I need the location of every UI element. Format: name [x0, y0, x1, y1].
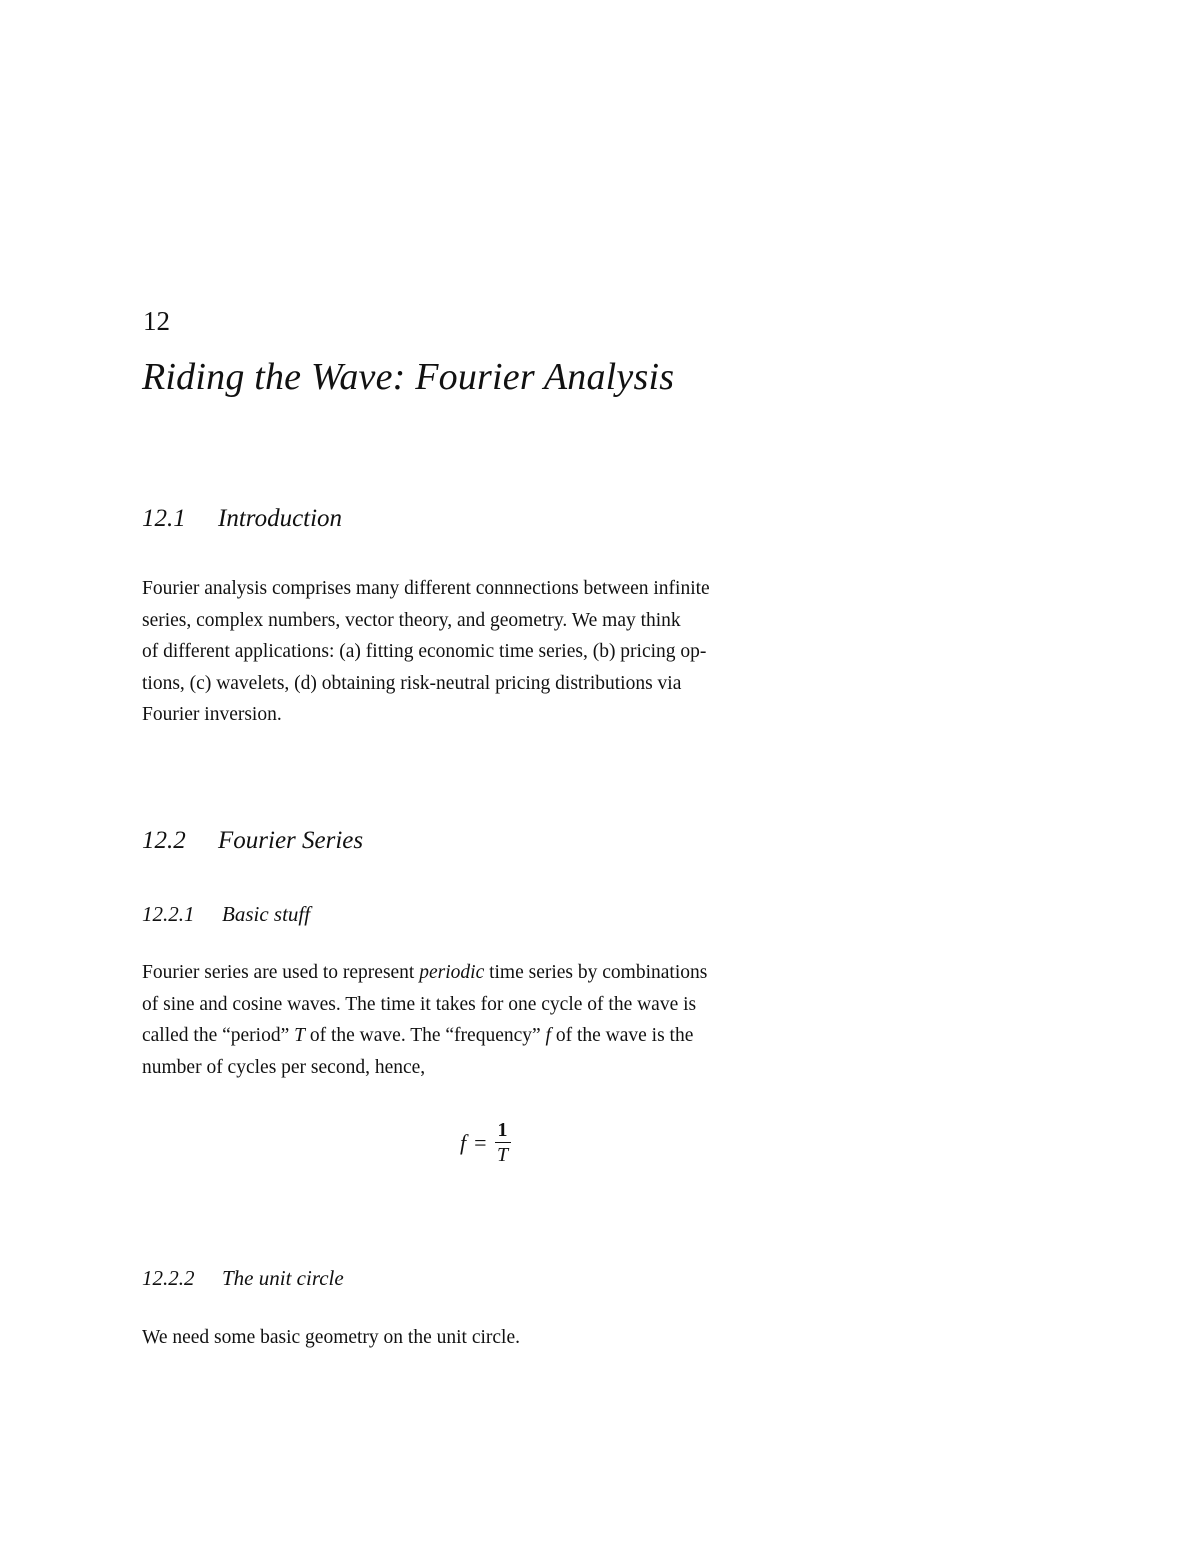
text-run: time series by combinations [484, 962, 708, 983]
subsection-title: Basic stuff [222, 902, 311, 926]
math-var-T: T [294, 1025, 305, 1046]
equation-lhs: f [460, 1129, 467, 1155]
fraction-bar [495, 1142, 511, 1143]
text-run: Fourier series are used to represent [142, 962, 420, 983]
chapter-title: Riding the Wave: Fourier Analysis [142, 356, 675, 398]
text-run: called the “period” [142, 1025, 295, 1046]
paragraph-line: series, complex numbers, vector theory, and geometry. We may think [142, 609, 681, 631]
paragraph-line: We need some basic geometry on the unit circle. [142, 1327, 521, 1348]
chapter-number: 12 [143, 306, 170, 336]
subsection-number: 12.2.2 [142, 1266, 195, 1290]
paragraph-line: number of cycles per second, hence, [142, 1056, 426, 1078]
fraction [495, 1120, 511, 1165]
subsection-number: 12.2.1 [142, 902, 195, 926]
introduction-paragraph [142, 573, 842, 731]
section-heading-introduction [142, 505, 342, 533]
frequency-equation [460, 1120, 511, 1165]
emphasis-periodic: periodic [419, 962, 485, 983]
subsection-heading-unit-circle [142, 1266, 344, 1291]
section-title: Introduction [218, 505, 343, 532]
section-title: Fourier Series [218, 827, 364, 854]
basic-stuff-paragraph [142, 957, 842, 1083]
paragraph-line: Fourier inversion. [142, 704, 282, 725]
text-run: of the wave. The “frequency” [304, 1025, 546, 1046]
equation-equals: = [474, 1129, 487, 1155]
paragraph-line: of sine and cosine waves. The time it takes for one cycle of the wave is [142, 993, 697, 1015]
paragraph-line [142, 1020, 842, 1052]
math-var-f: f [545, 1025, 551, 1046]
subsection-title: The unit circle [222, 1266, 344, 1290]
subsection-heading-basic-stuff [142, 902, 310, 927]
paragraph-line: Fourier analysis comprises many different connnections between infinite [142, 578, 710, 599]
text-run: of the wave is the [550, 1025, 694, 1046]
paragraph-line: of different applications: (a) fitting economic time series, (b) pricing op- [142, 641, 707, 662]
section-heading-fourier-series [142, 827, 363, 855]
unit-circle-paragraph [142, 1322, 842, 1354]
paragraph-line [142, 957, 842, 989]
paragraph-line: tions, (c) wavelets, (d) obtaining risk-neutral pricing distributions via [142, 672, 682, 694]
fraction-numerator: 1 [497, 1119, 508, 1141]
section-number: 12.2 [142, 827, 186, 854]
section-number: 12.1 [142, 505, 186, 532]
fraction-denominator: T [496, 1144, 509, 1166]
